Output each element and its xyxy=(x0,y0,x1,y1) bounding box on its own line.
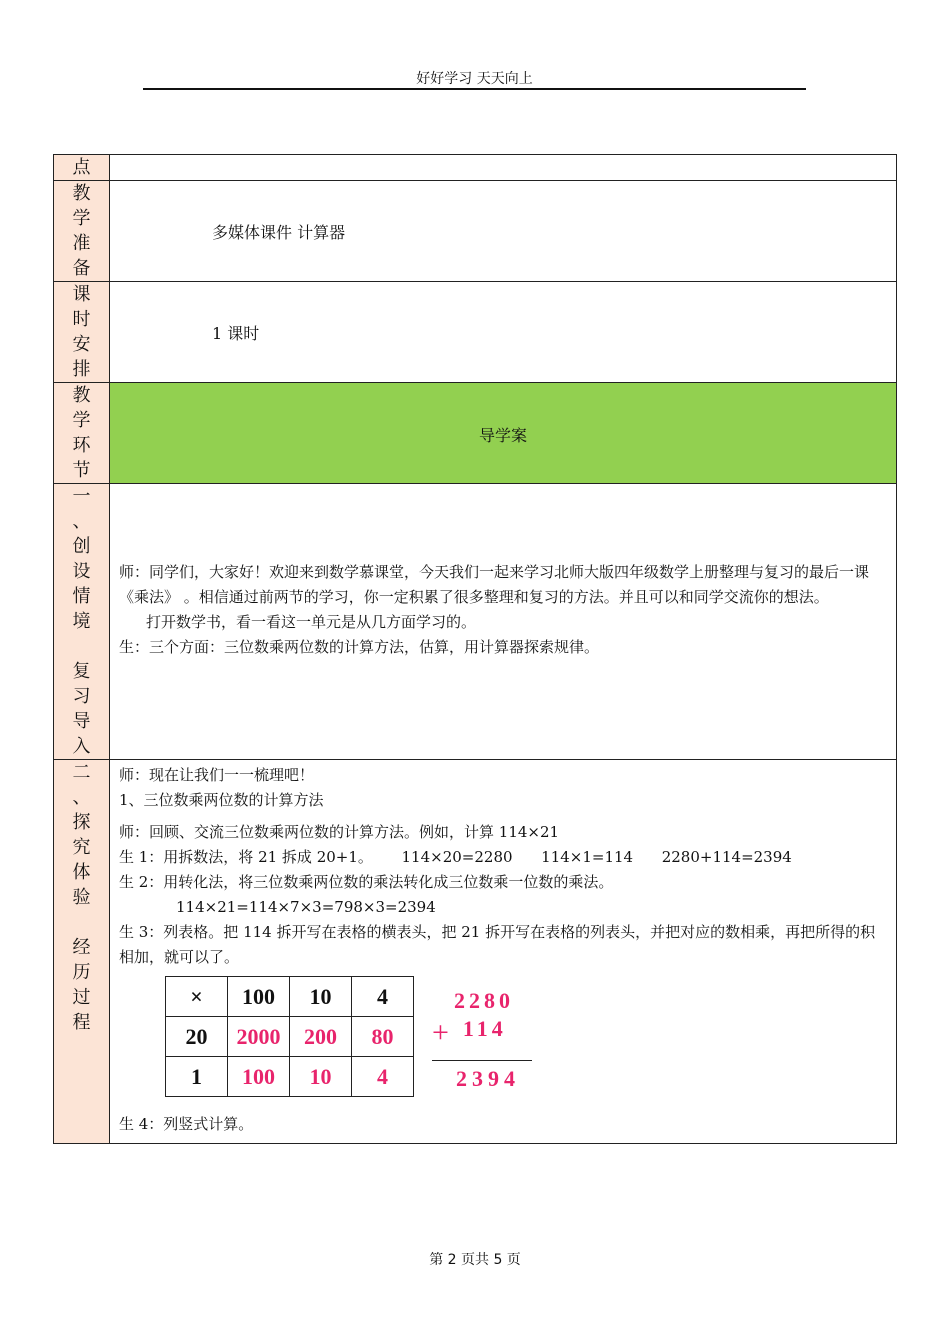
content-prep xyxy=(110,181,897,282)
grid-cell: 2000 xyxy=(228,1017,290,1057)
row-stage xyxy=(54,383,897,484)
explore-line-7: 生 3：列表格。把 114 拆开写在表格的横表头，把 21 拆开写在表格的列表头，并把对应的数相乘，再把所得的积相加，就可以了。 xyxy=(119,923,876,966)
explore-line-6: 114×21=114×7×3=798×3=2394 xyxy=(176,898,436,916)
sum-result: 2394 xyxy=(456,1066,520,1091)
grid-cell: 4 xyxy=(352,1057,414,1097)
content-explore xyxy=(110,760,897,1144)
content-point xyxy=(110,155,897,181)
grid-row xyxy=(166,1017,414,1057)
row-explore xyxy=(54,760,897,1144)
label-prep: 教 学 准 备 xyxy=(54,181,110,282)
lesson-table xyxy=(53,154,897,1144)
explore-line-8: 生 4：列竖式计算。 xyxy=(119,1115,254,1133)
grid-cell: 10 xyxy=(290,1057,352,1097)
explore-tail xyxy=(110,1110,896,1137)
intro-paragraph-teacher: 师：同学们，大家好！欢迎来到数学慕课堂，今天我们一起来学习北师大版四年级数学上册整理与复习的最后一课《乘法》 。相信通过前两节的学习，你一定积累了很多整理和复习的方法。并且可以和同学交流你的想法。 xyxy=(119,563,870,606)
grid-header-times: × xyxy=(166,977,228,1017)
row-schedule xyxy=(54,282,897,383)
grid-cell: 200 xyxy=(290,1017,352,1057)
label-intro: 一 、 创 设 情 境 复 习 导 入 xyxy=(54,484,110,760)
explore-line-3: 师：回顾、交流三位数乘两位数的计算方法。例如，计算 114×21 xyxy=(119,823,560,841)
row-point xyxy=(54,155,897,181)
header-rule xyxy=(143,88,806,90)
grid-row-head: 20 xyxy=(166,1017,228,1057)
label-stage: 教 学 环 节 xyxy=(54,383,110,484)
label-schedule: 课 时 安 排 xyxy=(54,282,110,383)
label-point: 点 xyxy=(54,155,110,181)
addend-top: 2280 xyxy=(454,988,514,1013)
row-intro xyxy=(54,484,897,760)
explore-text xyxy=(110,760,896,970)
multiplication-grid xyxy=(165,976,414,1097)
intro-paragraph-open-book: 打开数学书，看一看这一单元是从几方面学习的。 xyxy=(146,613,477,631)
multiplication-figure xyxy=(110,970,896,1110)
grid-header-cell: 10 xyxy=(290,977,352,1017)
grid-row xyxy=(166,1057,414,1097)
page-header: 好好学习 天天向上 xyxy=(416,71,533,87)
addend-bottom: 114 xyxy=(462,1016,507,1041)
addend-row xyxy=(432,1016,507,1049)
grid-cell: 80 xyxy=(352,1017,414,1057)
grid-header-cell: 4 xyxy=(352,977,414,1017)
content-stage xyxy=(110,383,897,484)
label-explore: 二 、 探 究 体 验 经 历 过 程 xyxy=(54,760,110,1144)
prep-text: 多媒体课件 计算器 xyxy=(212,223,346,242)
intro-text xyxy=(110,484,896,660)
row-prep xyxy=(54,181,897,282)
stage-title: 导学案 xyxy=(478,426,527,445)
grid-header-cell: 100 xyxy=(228,977,290,1017)
explore-line-2: 1、三位数乘两位数的计算方法 xyxy=(119,791,324,809)
schedule-text: 1 课时 xyxy=(212,324,260,343)
explore-line-5: 生 2：用转化法，将三位数乘两位数的乘法转化成三位数乘一位数的乘法。 xyxy=(119,873,614,891)
plus-sign: + xyxy=(432,1016,449,1049)
sum-rule xyxy=(432,1060,532,1061)
explore-line-1: 师：现在让我们一一梳理吧！ xyxy=(119,766,315,784)
intro-paragraph-student: 生：三个方面：三位数乘两位数的计算方法，估算，用计算器探索规律。 xyxy=(119,638,600,656)
explore-line-4: 生 1：用拆数法，将 21 拆成 20+1。 114×20=2280 114×1=114 2280+114=2394 xyxy=(119,848,792,866)
grid-cell: 100 xyxy=(228,1057,290,1097)
content-intro xyxy=(110,484,897,760)
grid-header-row xyxy=(166,977,414,1017)
content-schedule xyxy=(110,282,897,383)
grid-row-head: 1 xyxy=(166,1057,228,1097)
page-footer: 第 2 页共 5 页 xyxy=(429,1252,521,1268)
